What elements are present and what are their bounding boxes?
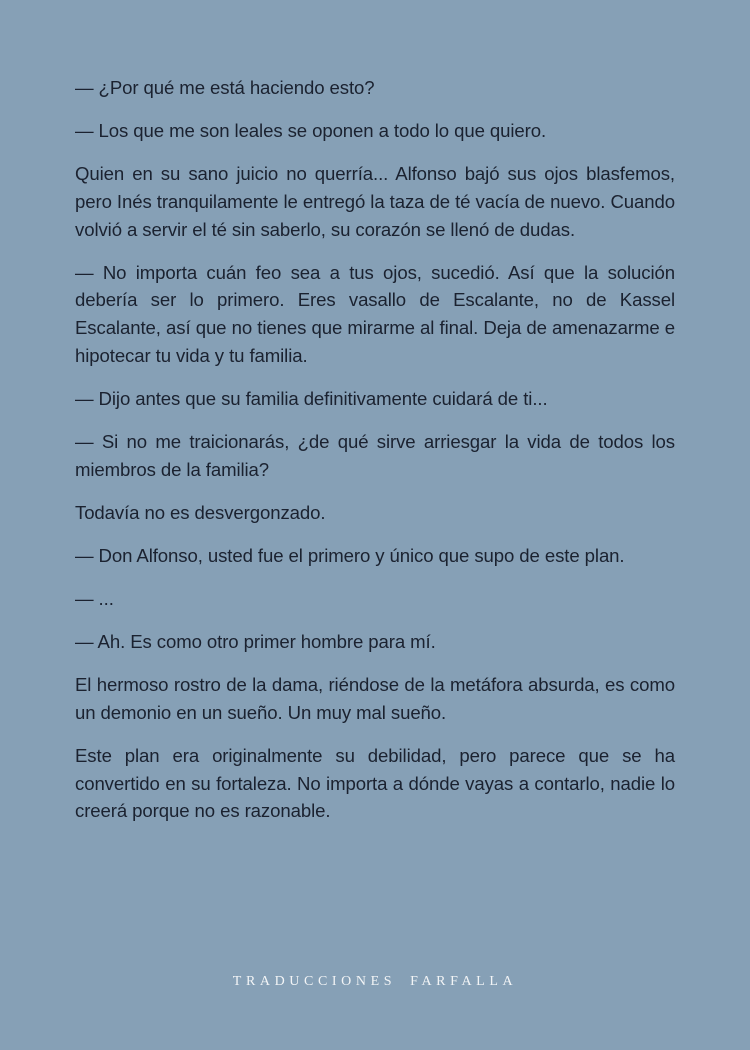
paragraph-narration: El hermoso rostro de la dama, riéndose de la metáfora absurda, es como un demonio en un sueño. Un muy mal sueño.: [75, 674, 675, 724]
paragraph-dialogue: — ¿Por qué me está haciendo esto?: [75, 77, 375, 98]
footer-word-farfalla: FARFALLA: [410, 974, 518, 989]
paragraph-dialogue: — No importa cuán feo sea a tus ojos, sucedió. Así que la solución debería ser lo primero. Eres vasallo de Escalante, no de Kassel Escalante, así que no tienes que mirarme al final. Deja de amenazarme e hipotecar tu vida y tu familia.: [75, 261, 675, 366]
paragraph-dialogue: — ...: [75, 588, 114, 610]
paragraph-narration: Este plan era originalmente su debilidad, pero parece que se ha convertido en su fortaleza. No importa a dónde vayas a contarlo, nadie lo creerá porque no es razonable.: [75, 745, 675, 822]
paragraph-dialogue: — Dijo antes que su familia definitivamente cuidará de ti...: [75, 387, 548, 409]
paragraph-dialogue: — Si no me traicionarás, ¿de qué sirve arriesgar la vida de todos los miembros de la familia?: [75, 430, 675, 480]
page-footer-credit: [0, 974, 750, 990]
paragraph-dialogue: — Los que me son leales se oponen a todo lo que quiero.: [75, 120, 547, 142]
paragraph-narration: Quien en su sano juicio no querría... Alfonso bajó sus ojos blasfemos, pero Inés tranquilamente le entregó la taza de té vacía de nuevo. Cuando volvió a servir el té sin saberlo, su corazón se llenó de dudas.: [75, 163, 675, 240]
document-body: [75, 74, 675, 841]
footer-word-traducciones: TRADUCCIONES: [232, 974, 397, 989]
paragraph-dialogue: — Ah. Es como otro primer hombre para mí.: [75, 631, 436, 653]
paragraph-dialogue: — Don Alfonso, usted fue el primero y único que supo de este plan.: [75, 544, 625, 566]
paragraph-narration: Todavía no es desvergonzado.: [75, 501, 326, 523]
